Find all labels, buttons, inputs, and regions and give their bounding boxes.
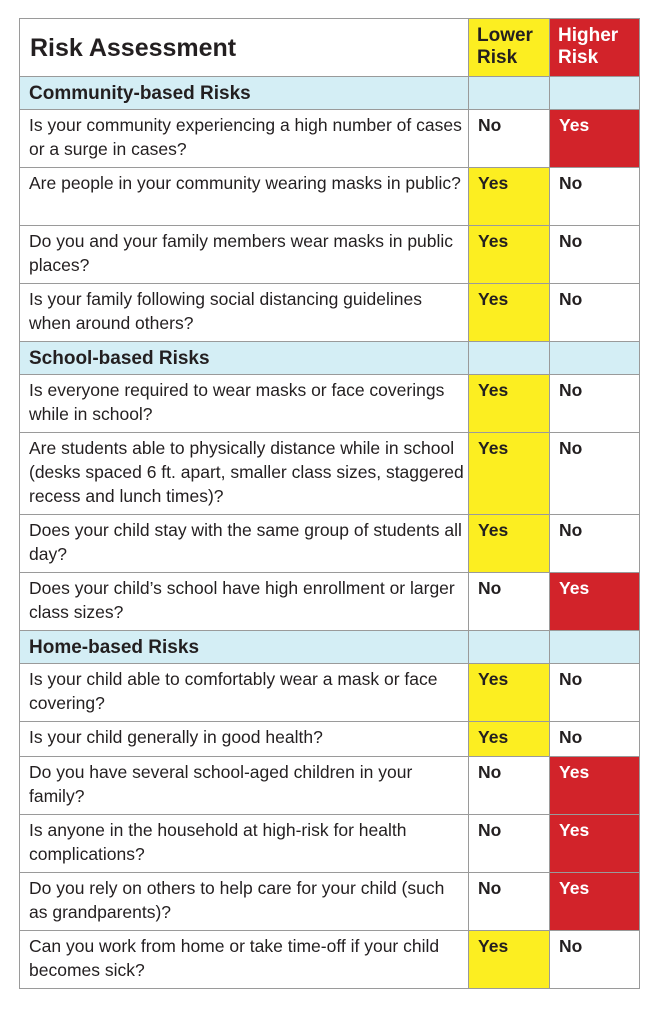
section-title: Home-based Risks bbox=[20, 631, 469, 664]
table-row bbox=[20, 664, 640, 722]
risk-assessment-table bbox=[19, 18, 640, 989]
section-lower-cell bbox=[469, 631, 550, 664]
table-row bbox=[20, 433, 640, 515]
lower-risk-answer: Yes bbox=[469, 433, 550, 515]
section-title: School-based Risks bbox=[20, 342, 469, 375]
section-header-row bbox=[20, 77, 640, 110]
question-cell: Is your child able to comfortably wear a mask or face covering? bbox=[20, 664, 469, 722]
lower-risk-answer: No bbox=[469, 873, 550, 931]
question-cell: Do you rely on others to help care for your child (such as grandparents)? bbox=[20, 873, 469, 931]
table-row bbox=[20, 226, 640, 284]
table-row bbox=[20, 722, 640, 757]
table-row bbox=[20, 873, 640, 931]
table-row bbox=[20, 375, 640, 433]
lower-risk-answer: No bbox=[469, 757, 550, 815]
question-cell: Does your child’s school have high enrollment or larger class sizes? bbox=[20, 573, 469, 631]
lower-risk-header: Lower Risk bbox=[469, 19, 550, 77]
question-cell: Is your child generally in good health? bbox=[20, 722, 469, 757]
section-header-row bbox=[20, 631, 640, 664]
higher-risk-answer: No bbox=[550, 375, 640, 433]
table-row bbox=[20, 931, 640, 989]
table-row bbox=[20, 110, 640, 168]
higher-risk-answer: No bbox=[550, 515, 640, 573]
higher-risk-answer: No bbox=[550, 284, 640, 342]
higher-risk-answer: Yes bbox=[550, 873, 640, 931]
lower-risk-answer: Yes bbox=[469, 664, 550, 722]
lower-risk-answer: Yes bbox=[469, 722, 550, 757]
section-title: Community-based Risks bbox=[20, 77, 469, 110]
section-header-row bbox=[20, 342, 640, 375]
higher-risk-answer: No bbox=[550, 664, 640, 722]
lower-risk-answer: Yes bbox=[469, 284, 550, 342]
table-row bbox=[20, 757, 640, 815]
higher-risk-answer: No bbox=[550, 168, 640, 226]
question-cell: Are people in your community wearing masks in public? bbox=[20, 168, 469, 226]
table-title: Risk Assessment bbox=[20, 19, 469, 77]
lower-risk-answer: No bbox=[469, 573, 550, 631]
lower-risk-answer: No bbox=[469, 815, 550, 873]
table-row bbox=[20, 515, 640, 573]
higher-risk-answer: Yes bbox=[550, 110, 640, 168]
question-cell: Is anyone in the household at high-risk for health complications? bbox=[20, 815, 469, 873]
section-lower-cell bbox=[469, 77, 550, 110]
question-cell: Can you work from home or take time-off if your child becomes sick? bbox=[20, 931, 469, 989]
higher-risk-answer: No bbox=[550, 931, 640, 989]
lower-risk-answer: No bbox=[469, 110, 550, 168]
lower-risk-answer: Yes bbox=[469, 168, 550, 226]
question-cell: Are students able to physically distance while in school (desks spaced 6 ft. apart, smaller class sizes, staggered recess and lunch times)? bbox=[20, 433, 469, 515]
question-cell: Is your community experiencing a high number of cases or a surge in cases? bbox=[20, 110, 469, 168]
header-row bbox=[20, 19, 640, 77]
lower-risk-answer: Yes bbox=[469, 515, 550, 573]
table-row bbox=[20, 168, 640, 226]
lower-risk-answer: Yes bbox=[469, 226, 550, 284]
table-body bbox=[20, 77, 640, 989]
question-cell: Do you have several school-aged children in your family? bbox=[20, 757, 469, 815]
section-higher-cell bbox=[550, 631, 640, 664]
section-higher-cell bbox=[550, 77, 640, 110]
higher-risk-answer: Yes bbox=[550, 815, 640, 873]
table-row bbox=[20, 815, 640, 873]
higher-risk-answer: No bbox=[550, 722, 640, 757]
section-higher-cell bbox=[550, 342, 640, 375]
higher-risk-answer: Yes bbox=[550, 757, 640, 815]
question-cell: Is your family following social distancing guidelines when around others? bbox=[20, 284, 469, 342]
lower-risk-answer: Yes bbox=[469, 931, 550, 989]
question-cell: Is everyone required to wear masks or face coverings while in school? bbox=[20, 375, 469, 433]
question-cell: Does your child stay with the same group of students all day? bbox=[20, 515, 469, 573]
higher-risk-header: Higher Risk bbox=[550, 19, 640, 77]
higher-risk-answer: No bbox=[550, 226, 640, 284]
lower-risk-answer: Yes bbox=[469, 375, 550, 433]
higher-risk-answer: No bbox=[550, 433, 640, 515]
table-row bbox=[20, 284, 640, 342]
question-cell: Do you and your family members wear masks in public places? bbox=[20, 226, 469, 284]
section-lower-cell bbox=[469, 342, 550, 375]
higher-risk-answer: Yes bbox=[550, 573, 640, 631]
table-row bbox=[20, 573, 640, 631]
